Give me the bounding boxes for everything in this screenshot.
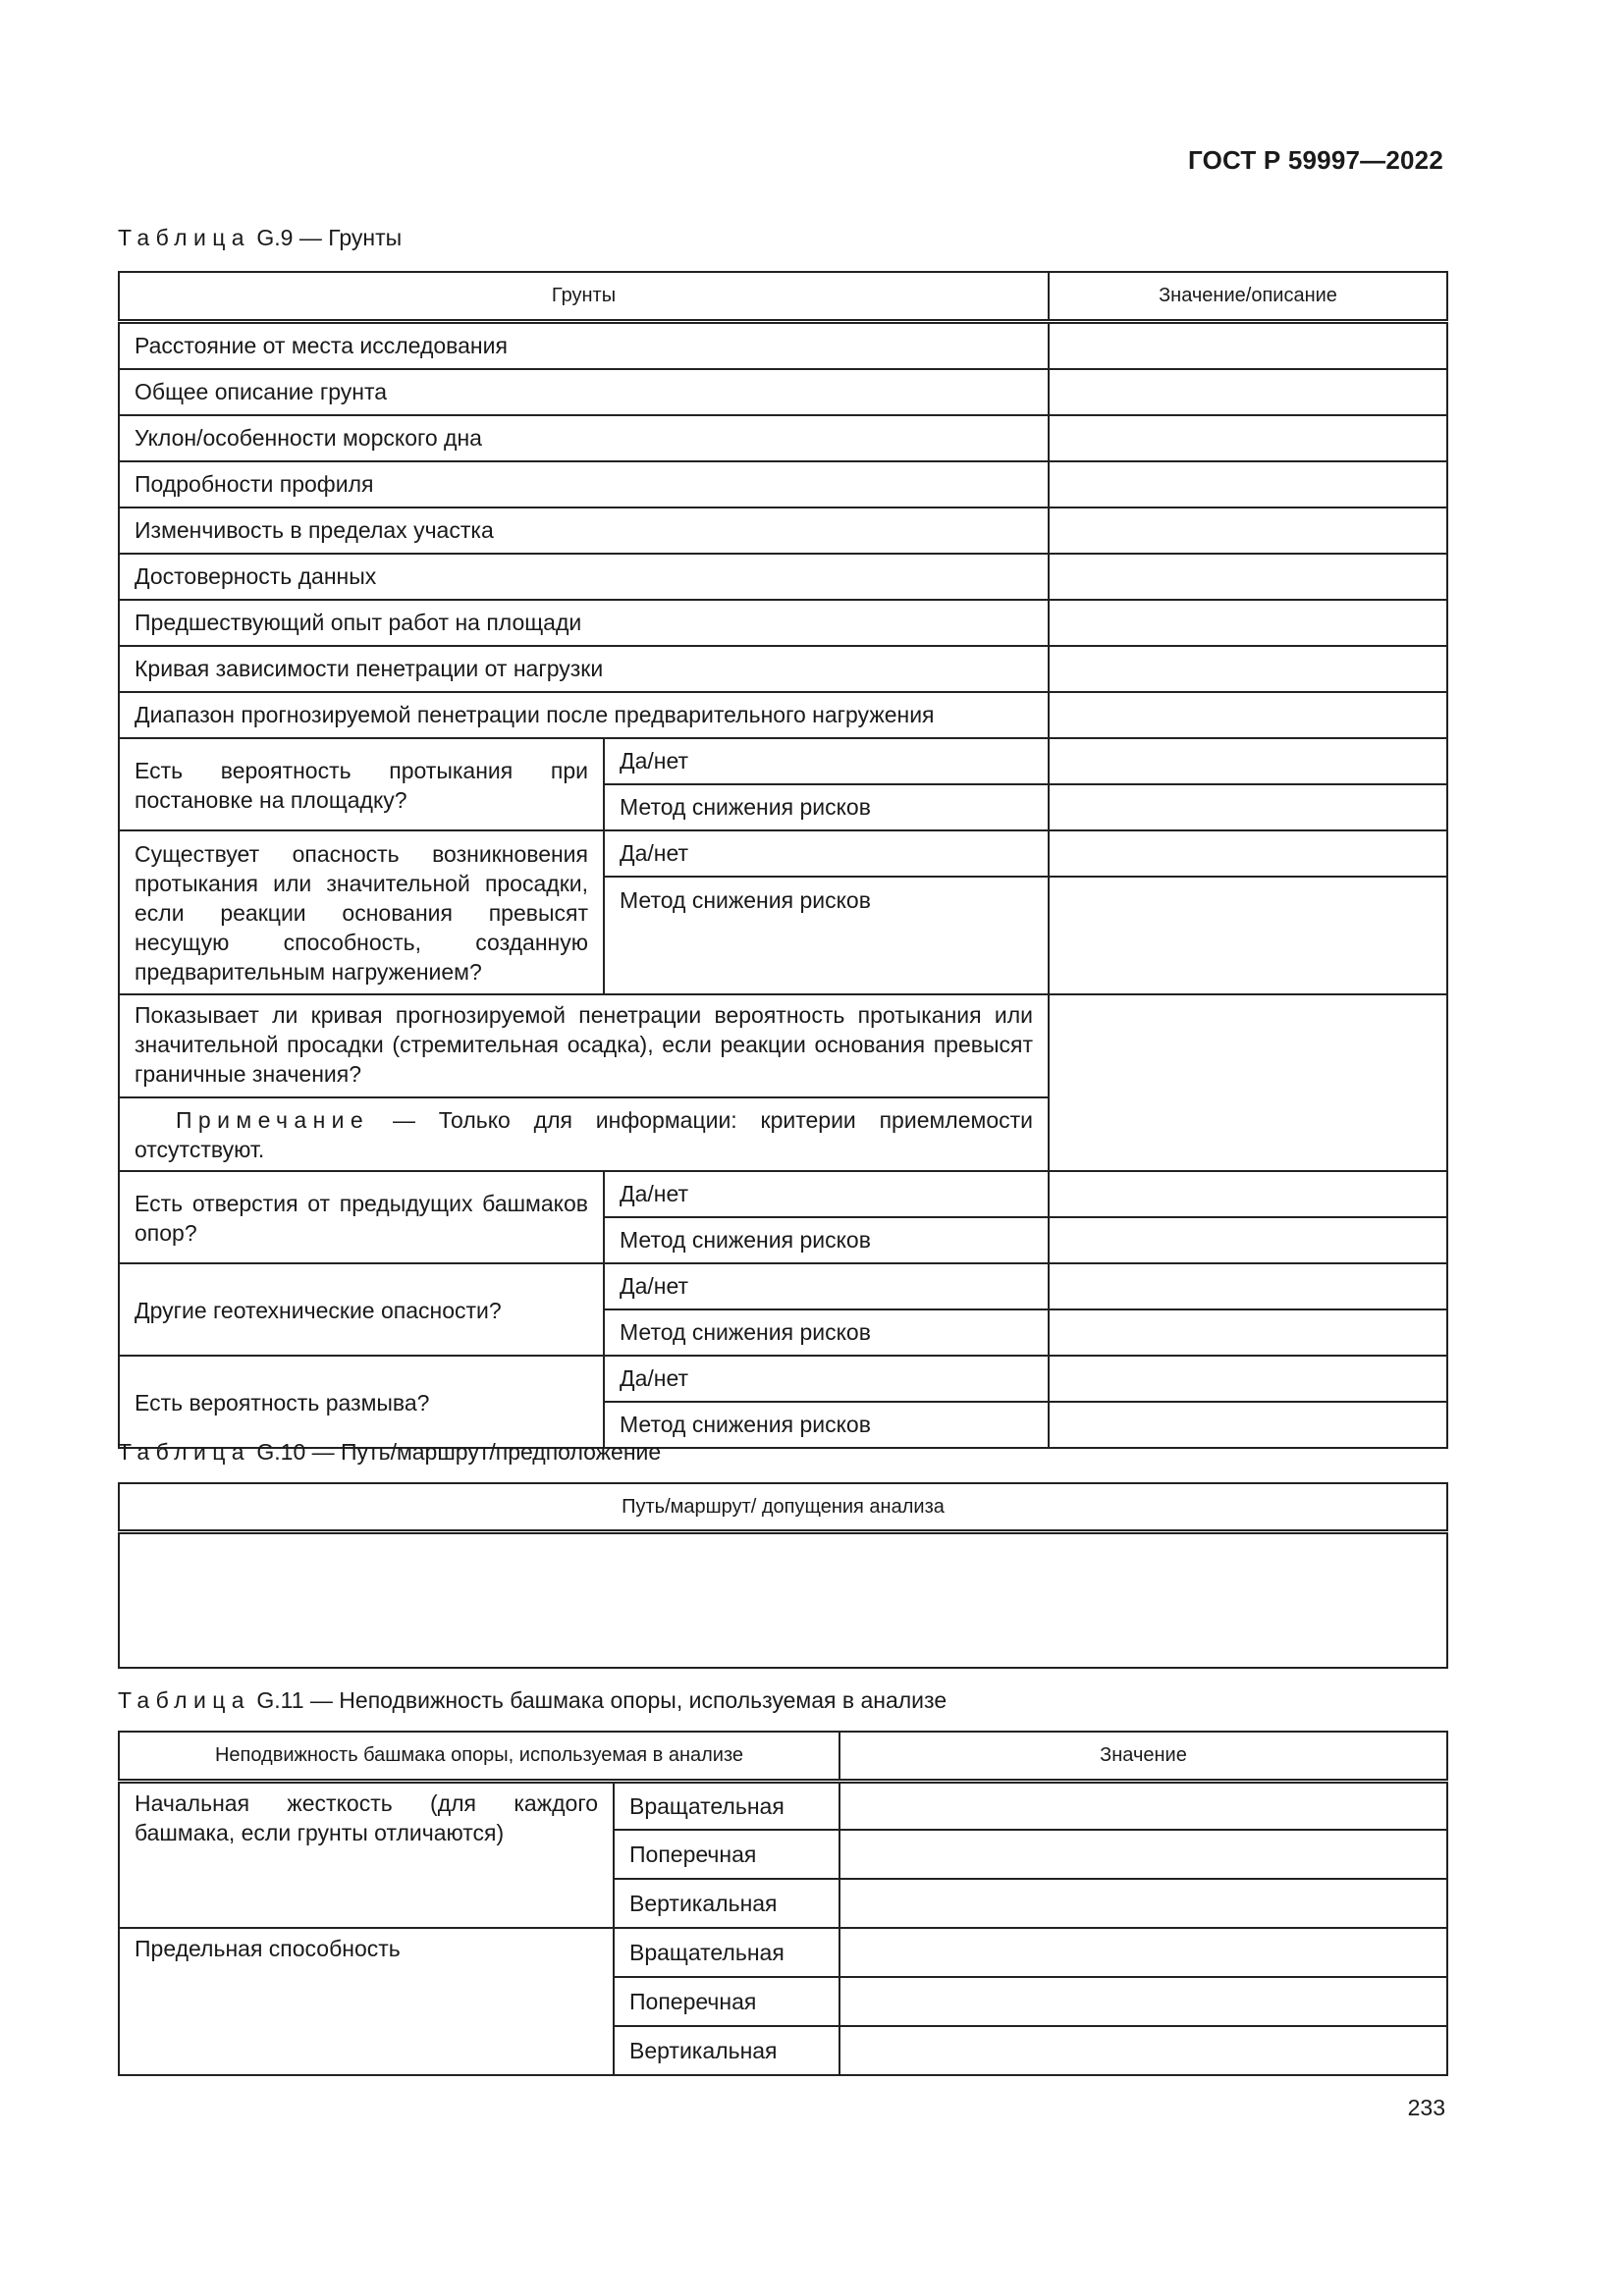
question-punch-through: Есть вероятность протыкания при постановке на площадку?	[119, 738, 604, 830]
table-row	[119, 1356, 1447, 1402]
dof-lateral: Поперечная	[614, 1977, 839, 2026]
header-cell-value: Значение/описание	[1049, 272, 1447, 321]
route-value-cell[interactable]	[119, 1531, 1447, 1668]
table-row	[119, 830, 1447, 877]
table-header-row	[119, 272, 1447, 321]
group-ultimate-capacity: Предельная способность	[119, 1928, 614, 2075]
table-row	[119, 321, 1447, 369]
table-row	[119, 1781, 1447, 1830]
caption-title: G.11 — Неподвижность башмака опоры, используемая в анализе	[249, 1687, 947, 1713]
table-row	[119, 1263, 1447, 1309]
row-label: Общее описание грунта	[119, 369, 1049, 415]
yes-no-label: Да/нет	[604, 1356, 1049, 1402]
header-cell-soils: Грунты	[119, 272, 1049, 321]
value-cell[interactable]	[1049, 1217, 1447, 1263]
table-row	[119, 600, 1447, 646]
question-other-hazards: Другие геотехнические опасности?	[119, 1263, 604, 1356]
question-penetration-curve: Показывает ли кривая прогнозируемой пенетрации вероятность протыкания или значительной просадки (стремительная осадка), если реакции основания превысят граничные значения?	[119, 994, 1049, 1097]
risk-method-label: Метод снижения рисков	[604, 1402, 1049, 1448]
row-label: Предшествующий опыт работ на площади	[119, 600, 1049, 646]
header-cell-route: Путь/маршрут/ допущения анализа	[119, 1483, 1447, 1531]
table-row	[119, 554, 1447, 600]
table-row	[119, 1928, 1447, 1977]
table-g10-caption	[118, 1439, 661, 1466]
value-cell[interactable]	[1049, 415, 1447, 461]
group-initial-stiffness: Начальная жесткость (для каждого башмака, если грунты отличаются)	[119, 1781, 614, 1928]
question-reaction-exceed: Существует опасность возникновения протыкания или значительной просадки, если реакции основания превысят несущую способность, созданную предварительным нагружением?	[119, 830, 604, 994]
value-cell[interactable]	[1049, 646, 1447, 692]
row-label: Изменчивость в пределах участка	[119, 507, 1049, 554]
table-row	[119, 507, 1447, 554]
caption-title: G.9 — Грунты	[249, 225, 403, 250]
row-label: Расстояние от места исследования	[119, 321, 1049, 369]
value-cell[interactable]	[839, 1879, 1447, 1928]
value-cell[interactable]	[1049, 877, 1447, 994]
value-cell[interactable]	[839, 2026, 1447, 2075]
row-label: Достоверность данных	[119, 554, 1049, 600]
value-cell[interactable]	[1049, 369, 1447, 415]
page-number: 233	[1407, 2095, 1445, 2120]
note-text: — Только для информации: критерии приемлемости отсутствуют.	[135, 1106, 1033, 1162]
yes-no-label: Да/нет	[604, 738, 1049, 784]
value-cell[interactable]	[1049, 461, 1447, 507]
caption-word: Таблица	[118, 225, 250, 250]
dof-lateral: Поперечная	[614, 1830, 839, 1879]
row-label: Уклон/особенности морского дна	[119, 415, 1049, 461]
value-cell[interactable]	[1049, 507, 1447, 554]
table-row	[119, 415, 1447, 461]
table-row	[119, 369, 1447, 415]
table-g11	[118, 1731, 1448, 2076]
table-g9-caption	[118, 225, 402, 251]
table-note	[119, 1097, 1049, 1171]
value-cell[interactable]	[1049, 1171, 1447, 1217]
risk-method-label: Метод снижения рисков	[604, 784, 1049, 830]
table-g11-caption	[118, 1687, 947, 1714]
value-cell[interactable]	[1049, 994, 1447, 1171]
value-cell[interactable]	[839, 1781, 1447, 1830]
value-cell[interactable]	[839, 1928, 1447, 1977]
value-cell[interactable]	[839, 1977, 1447, 2026]
value-cell[interactable]	[1049, 1309, 1447, 1356]
dof-vertical: Вертикальная	[614, 1879, 839, 1928]
caption-word: Таблица	[118, 1439, 250, 1465]
row-label: Диапазон прогнозируемой пенетрации после предварительного нагружения	[119, 692, 1049, 738]
value-cell[interactable]	[1049, 321, 1447, 369]
value-cell[interactable]	[1049, 692, 1447, 738]
row-label: Кривая зависимости пенетрации от нагрузки	[119, 646, 1049, 692]
yes-no-label: Да/нет	[604, 1171, 1049, 1217]
table-g9	[118, 271, 1448, 1449]
note-word: Примечание	[176, 1106, 370, 1133]
risk-method-label: Метод снижения рисков	[604, 1309, 1049, 1356]
value-cell[interactable]	[1049, 1356, 1447, 1402]
table-row	[119, 646, 1447, 692]
table-row	[119, 1171, 1447, 1217]
caption-title: G.10 — Путь/маршрут/предположение	[249, 1439, 662, 1465]
table-header-row	[119, 1732, 1447, 1781]
value-cell[interactable]	[1049, 738, 1447, 784]
question-previous-holes: Есть отверстия от предыдущих башмаков опор?	[119, 1171, 604, 1263]
table-row	[119, 994, 1447, 1097]
dof-rotational: Вращательная	[614, 1781, 839, 1830]
document-standard-number: ГОСТ Р 59997—2022	[1188, 145, 1443, 175]
table-row	[119, 692, 1447, 738]
caption-word: Таблица	[118, 1687, 250, 1713]
yes-no-label: Да/нет	[604, 1263, 1049, 1309]
value-cell[interactable]	[839, 1830, 1447, 1879]
table-row	[119, 738, 1447, 784]
value-cell[interactable]	[1049, 830, 1447, 877]
table-row	[119, 1531, 1447, 1668]
value-cell[interactable]	[1049, 1402, 1447, 1448]
value-cell[interactable]	[1049, 1263, 1447, 1309]
risk-method-label: Метод снижения рисков	[604, 877, 1049, 994]
value-cell[interactable]	[1049, 600, 1447, 646]
question-scour: Есть вероятность размыва?	[119, 1356, 604, 1448]
table-header-row	[119, 1483, 1447, 1531]
dof-vertical: Вертикальная	[614, 2026, 839, 2075]
row-label: Подробности профиля	[119, 461, 1049, 507]
value-cell[interactable]	[1049, 554, 1447, 600]
value-cell[interactable]	[1049, 784, 1447, 830]
risk-method-label: Метод снижения рисков	[604, 1217, 1049, 1263]
header-cell-value: Значение	[839, 1732, 1447, 1781]
dof-rotational: Вращательная	[614, 1928, 839, 1977]
table-g10	[118, 1482, 1448, 1669]
table-row	[119, 461, 1447, 507]
header-cell-stiffness: Неподвижность башмака опоры, используемая в анализе	[119, 1732, 839, 1781]
yes-no-label: Да/нет	[604, 830, 1049, 877]
